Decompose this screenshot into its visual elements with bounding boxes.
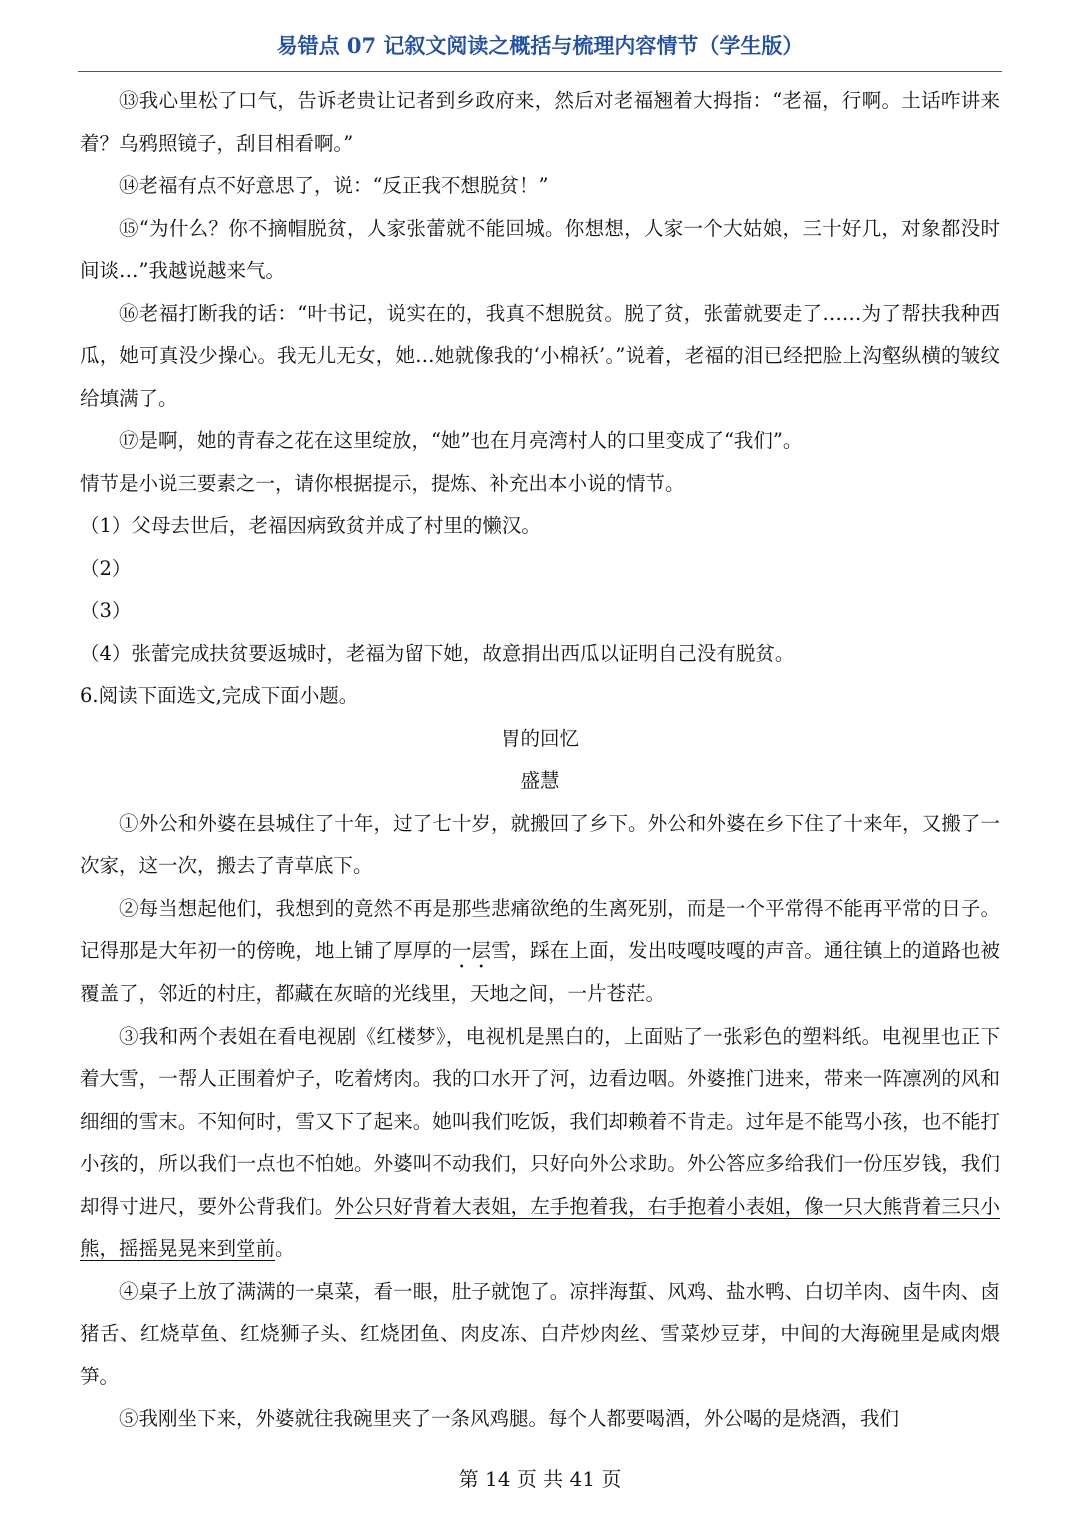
plot-item-1: （1）父母去世后，老福因病致贫并成了村里的懒汉。	[80, 514, 541, 537]
plot-item-4: （4）张蕾完成扶贫要返城时，老福为留下她，故意捐出西瓜以证明自己没有脱贫。	[80, 641, 795, 665]
paragraph-17: ⑰是啊，她的青春之花在这里绽放，“她”也在月亮湾村人的口里变成了“我们”。	[119, 429, 803, 452]
article-paragraph-4: ④桌子上放了满满的一桌菜，看一眼，肚子就饱了。凉拌海蜇、风鸡、盐水鸭、白切羊肉、卤牛肉、卤猪舌、红烧草鱼、红烧狮子头、红烧团鱼、肉皮冻、白芹炒肉丝、雪菜炒豆芽，中间的大海碗里是咸肉煨笋。	[80, 1279, 1000, 1388]
question-5-prompt: 情节是小说三要素之一，请你根据提示，提炼、补充出本小说的情节。	[80, 471, 685, 495]
article-paragraph-2	[80, 888, 1000, 1016]
article-paragraph-1: ①外公和外婆在县城住了十年，过了七十岁，就搬回了乡下。外公和外婆在乡下住了十来年，又搬了一次家，这一次，搬去了青草底下。	[80, 811, 1000, 877]
question-6-instruction: 6.阅读下面选文,完成下面小题。	[80, 684, 359, 707]
plot-item-2: （2）	[80, 556, 132, 580]
paragraph-13: ⑬我心里松了口气，告诉老贵让记者到乡政府来，然后对老福翘着大拇指：“老福，行啊。土话咋讲来着？乌鸦照镜子，刮目相看啊。”	[80, 89, 1000, 155]
emphasized-word: 一层	[451, 939, 492, 962]
article-paragraph-3-text: ③我和两个表姐在看电视剧《红楼梦》，电视机是黑白的，上面贴了一张彩色的塑料纸。电视里也正下着大雪，一帮人正围着炉子，吃着烤肉。我的口水开了河，边看边咽。外婆推门进来，带来一阵凛冽的风和细细的雪末。不知何时，雪又下了起来。她叫我们吃饭，我们却赖着不肯走。过年是不能骂小孩，也不能打小孩的，所以我们一点也不怕她。外婆叫不动我们，只好向外公求助。外公答应多给我们一份压岁钱，我们却得寸进尺，要外公背我们。	[80, 1024, 1000, 1218]
paragraph-15: ⑮“为什么？你不摘帽脱贫，人家张蕾就不能回城。你想想，人家一个大姑娘，三十好几，对象都没时间谈…”我越说越来气。	[80, 216, 1000, 282]
article-title: 胃的回忆	[500, 726, 579, 750]
article-paragraph-3-end: 。	[275, 1237, 295, 1260]
plot-item-3: （3）	[80, 599, 132, 622]
underlined-sentence: 外公只好背着大表姐，左手抱着我，右手抱着小表姐，像一只大熊背着三只小熊，摇摇晃晃来到堂前	[80, 1194, 1000, 1260]
article-paragraph-2-text-a: ②每当想起他们，我想到的竟然不再是那些悲痛欲绝的生离死别，而是一个平常得不能再平常的日子。记得那是大年初一的傍晚，地上铺了厚厚的	[80, 896, 1000, 962]
page-number: 第 14 页 共 41 页	[458, 1467, 622, 1491]
header-divider	[78, 71, 1002, 72]
document-body	[80, 80, 1000, 1441]
paragraph-14: ⑭老福有点不好意思了，说：“反正我不想脱贫！”	[119, 174, 549, 197]
article-paragraph-5: ⑤我刚坐下来，外婆就往我碗里夹了一条风鸡腿。每个人都要喝酒，外公喝的是烧酒，我们	[119, 1407, 900, 1430]
page-header-title: 易错点 07 记叙文阅读之概括与梳理内容情节（学生版）	[276, 33, 804, 58]
article-paragraph-3	[80, 1016, 1000, 1271]
article-paragraph-2-text-b: 雪，踩在上面，发出吱嘎吱嘎的声音。通往镇上的道路也被覆盖了，邻近的村庄，都藏在灰暗的光线里，天地之间，一片苍茫。	[80, 939, 1000, 1005]
article-author: 盛慧	[520, 769, 560, 792]
paragraph-16: ⑯老福打断我的话：“叶书记，说实在的，我真不想脱贫。脱了贫，张蕾就要走了……为了帮扶我种西瓜，她可真没少操心。我无儿无女，她…她就像我的‘小棉袄’。”说着，老福的泪已经把脸上沟壑纵横的皱纹给填满了。	[80, 301, 1000, 410]
